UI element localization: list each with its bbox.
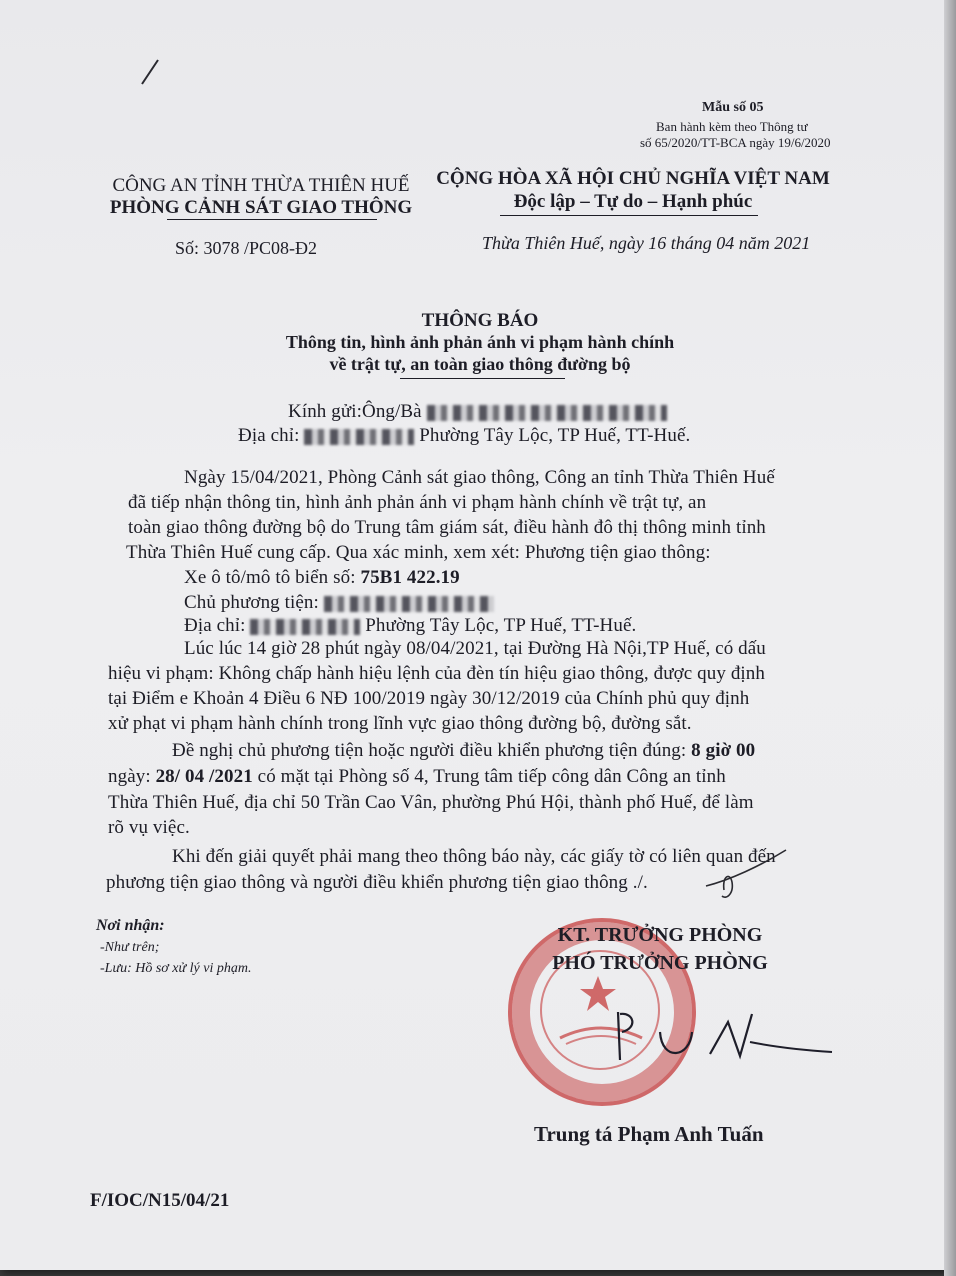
p3-line4: rõ vụ việc. <box>108 817 190 838</box>
p3-line2-prefix: ngày: <box>108 766 156 787</box>
p1-line2: đã tiếp nhận thông tin, hình ảnh phản ánh vi phạm hành chính về trật tự, an <box>128 492 707 513</box>
redacted-owner-address <box>250 619 360 635</box>
vehicle-line <box>184 567 460 589</box>
title-underline <box>400 378 565 379</box>
p4-line2: phương tiện giao thông và người điều khiển phương tiện giao thông ./. <box>106 872 648 893</box>
pen-mark <box>138 58 162 88</box>
signature-title-2: PHÓ TRƯỞNG PHÒNG <box>552 952 768 974</box>
nation-name: CỘNG HÒA XÃ HỘI CHỦ NGHĨA VIỆT NAM <box>436 168 830 189</box>
redacted-recipient-name <box>427 405 667 421</box>
agency-name: CÔNG AN TỈNH THỪA THIÊN HUẾ <box>112 175 410 196</box>
recipient-label: Kính gửi:Ông/Bà <box>288 401 422 422</box>
form-issued-line2: số 65/2020/TT-BCA ngày 19/6/2020 <box>640 135 831 150</box>
p2-line3: tại Điểm e Khoản 4 Điều 6 NĐ 100/2019 ngày 30/12/2019 của Chính phủ quy định <box>108 688 750 709</box>
pen-flourish <box>700 846 790 906</box>
plate-number: 75B1 422.19 <box>360 567 460 588</box>
p1-line3: toàn giao thông đường bộ do Trung tâm giám sát, điều hành đô thị thông minh tỉnh <box>128 517 766 538</box>
p3-line2-text: có mặt tại Phòng số 4, Trung tâm tiếp công dân Công an tỉnh <box>252 766 726 787</box>
recipients-item-1: -Như trên; <box>100 940 160 955</box>
p2-line4: xử phạt vi phạm hành chính trong lĩnh vực giao thông đường bộ, đường sắt. <box>108 713 692 734</box>
owner-address-label: Địa chỉ: <box>184 615 246 636</box>
appointment-time: 8 giờ 00 <box>691 740 756 761</box>
recipient-address-tail: Phường Tây Lộc, TP Huế, TT-Huế. <box>419 425 691 446</box>
document-code: F/IOC/N15/04/21 <box>90 1190 230 1211</box>
appointment-date: 28/ 04 /2021 <box>155 766 253 787</box>
document-number: Số: 3078 /PC08-Đ2 <box>175 238 318 258</box>
p1-line1: Ngày 15/04/2021, Phòng Cảnh sát giao thông, Công an tỉnh Thừa Thiên Huế <box>184 467 775 488</box>
p3-line3: Thừa Thiên Huế, địa chỉ 50 Trần Cao Vân, phường Phú Hội, thành phố Huế, để làm <box>108 792 754 813</box>
p3-line1-text: Đề nghị chủ phương tiện hoặc người điều khiển phương tiện đúng: <box>172 740 692 761</box>
p3-line2 <box>108 766 726 788</box>
handwritten-signature <box>600 1002 840 1072</box>
agency-department: PHÒNG CẢNH SÁT GIAO THÔNG <box>109 197 413 218</box>
place-date: Thừa Thiên Huế, ngày 16 tháng 04 năm 2021 <box>482 233 811 253</box>
document-title: THÔNG BÁO <box>421 310 539 331</box>
signature-title-1: KT. TRƯỞNG PHÒNG <box>557 924 763 946</box>
signer-name: Trung tá Phạm Anh Tuấn <box>534 1122 764 1146</box>
p2-line1: Lúc lúc 14 giờ 28 phút ngày 08/04/2021, tại Đường Hà Nội,TP Huế, có dấu <box>184 638 766 659</box>
p4-line1: Khi đến giải quyết phải mang theo thông báo này, các giấy tờ có liên quan đến <box>172 846 776 867</box>
recipients-title: Nơi nhận: <box>96 917 165 934</box>
p2-line2: hiệu vi phạm: Không chấp hành hiệu lệnh của đèn tín hiệu giao thông, được quy định <box>108 663 765 684</box>
document-subtitle-2: về trật tự, an toàn giao thông đường bộ <box>329 354 631 374</box>
owner-label: Chủ phương tiện: <box>184 592 319 613</box>
motto-underline <box>500 215 758 216</box>
recipient-address-label: Địa chỉ: <box>238 425 300 446</box>
recipients-item-2: -Lưu: Hồ sơ xử lý vi phạm. <box>100 961 252 976</box>
recipient-line <box>288 401 667 423</box>
p3-line1 <box>172 740 755 762</box>
owner-address-line <box>184 615 636 637</box>
paper-stack-edge <box>944 0 956 1276</box>
recipient-address-line <box>238 425 690 447</box>
form-number: Mẫu số 05 <box>702 100 764 115</box>
nation-motto: Độc lập – Tự do – Hạnh phúc <box>513 191 753 212</box>
owner-line <box>184 592 494 614</box>
vehicle-label: Xe ô tô/mô tô biển số: <box>184 567 356 588</box>
owner-address-tail: Phường Tây Lộc, TP Huế, TT-Huế. <box>365 615 637 636</box>
redacted-recipient-address <box>304 429 414 445</box>
document-subtitle-1: Thông tin, hình ảnh phản ánh vi phạm hành chính <box>285 332 675 352</box>
agency-underline <box>167 219 377 220</box>
redacted-owner-name <box>324 596 494 612</box>
p1-line4: Thừa Thiên Huế cung cấp. Qua xác minh, xem xét: Phương tiện giao thông: <box>126 542 711 563</box>
form-issued-line1: Ban hành kèm theo Thông tư <box>656 119 808 134</box>
